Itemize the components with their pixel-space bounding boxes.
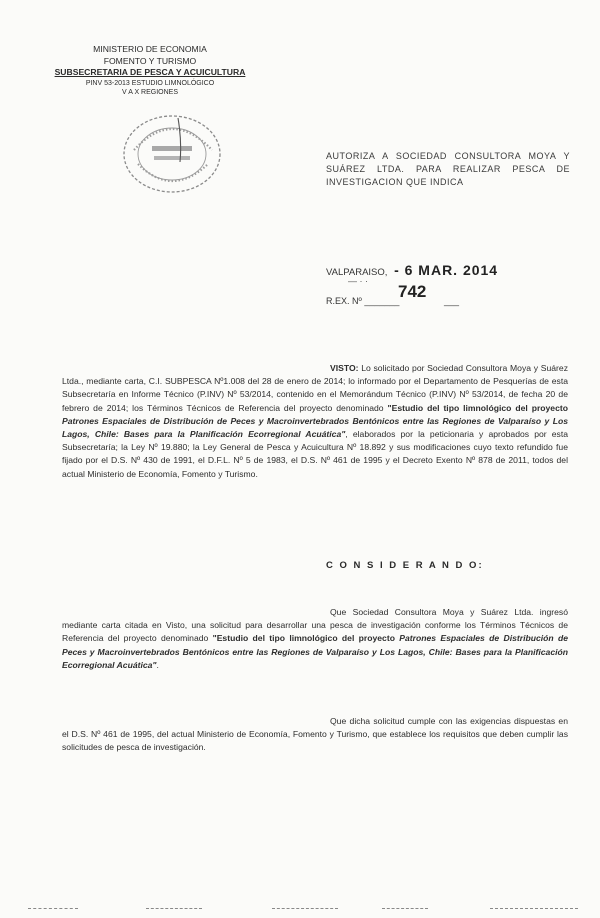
considerando-heading: C O N S I D E R A N D O: bbox=[326, 560, 484, 571]
regions-note: V A X REGIONES bbox=[121, 89, 179, 96]
considerando-paragraph-2 bbox=[62, 715, 568, 755]
rex-dash: _______ bbox=[364, 296, 400, 306]
letterhead bbox=[50, 44, 250, 98]
visto-project-title: "Estudio del tipo limnológico del proyecto bbox=[387, 402, 568, 413]
resolution-number: 742 bbox=[398, 282, 427, 301]
visto-label: VISTO: bbox=[330, 363, 359, 373]
c1-project-title: "Estudio del tipo limnológico del proyecto bbox=[212, 633, 400, 644]
project-code: PINV 53-2013 ESTUDIO LIMNOLÓGICO bbox=[85, 79, 215, 87]
subsecretaria-name: SUBSECRETARIA DE PESCA Y ACUICULTURA bbox=[54, 67, 246, 77]
date-stamp: - 6 MAR. 2014 bbox=[394, 262, 499, 278]
c1-text-2: . bbox=[156, 659, 159, 670]
visto-text-1: Lo solicitado por Sociedad Consultora Moya y Suárez Ltda., mediante carta, C.I. SUBPESCA Nº1.008 del 28 de enero de 2014; lo informado por el Departamento de Pesquerías de esta Subsecretaría en Informe Técnico (P.INV) Nº 53/2014, contenido en el Memorándum Técnico (P.INV) Nº 53/2014, de fecha 20 de febrero de 2014; los Términos Técnicos de Referencia del proyecto denominado bbox=[62, 363, 568, 413]
stamp-marks: — · · bbox=[348, 276, 368, 286]
footer-line bbox=[28, 908, 78, 909]
considerando-paragraph-1 bbox=[62, 606, 568, 672]
rex-label: R.EX. Nº bbox=[326, 296, 362, 306]
ministry-name: MINISTERIO DE ECONOMIA bbox=[93, 44, 207, 54]
footer-line bbox=[146, 908, 202, 909]
official-seal-stamp bbox=[120, 112, 224, 196]
footer-line bbox=[490, 908, 578, 909]
c1-project-subtitle: Patrones Espaciales de Distribución de Peces y Macroinvertebrados Bentónicos entre las Regiones de Valparaíso y Los Lagos, Chile: Bases para la Planificación Ecorregional Acuática" bbox=[62, 633, 568, 670]
visto-paragraph bbox=[62, 362, 568, 481]
resolution-label bbox=[326, 296, 399, 306]
visto-project-subtitle: Patrones Espaciales de Distribución de Peces y Macroinvertebrados Bentónicos entre las Regiones de Valparaíso y Los Lagos, Chile: Bases para la Planificación Ecorregional Acuática" bbox=[62, 415, 568, 440]
rex-dash-trailing: ___ bbox=[444, 296, 460, 306]
footer-line bbox=[272, 908, 338, 909]
c2-text-1: Que dicha solicitud cumple con las exigencias dispuestas en el D.S. Nº 461 de 1995, del actual Ministerio de Economía, Fomento y Turismo, que establece los requisitos que deben cumplir las solicitudes de pesca de investigación. bbox=[62, 716, 568, 753]
ministry-subname: FOMENTO Y TURISMO bbox=[103, 55, 197, 66]
date-place: VALPARAISO, bbox=[326, 267, 388, 278]
visto-text-2: , elaborados por la peticionaria y aprobados por esta Subsecretaría; la Ley Nº 19.880; la Ley General de Pesca y Acuicultura Nº 18.892 y sus modificaciones cuyo texto refundido fue fijado por el D.S. Nº 430 de 1991, el D.F.L. Nº 5 de 1983, el D.S. Nº 461 de 1995 y el Decreto Exento Nº 878 de 2011, todos del actual Ministerio de Economía, Fomento y Turismo. bbox=[62, 429, 569, 479]
c1-text-1: Que Sociedad Consultora Moya y Suárez Ltda. ingresó mediante carta citada en Visto, una solicitud para desarrollar una pesca de investigación conforme los Términos Técnicos de Referencia del proyecto denominado bbox=[62, 607, 568, 644]
resolution-subject: AUTORIZA A SOCIEDAD CONSULTORA MOYA Y SUÁREZ LTDA. PARA REALIZAR PESCA DE INVESTIGACION QUE INDICA bbox=[326, 151, 570, 187]
footer-line bbox=[382, 908, 428, 909]
